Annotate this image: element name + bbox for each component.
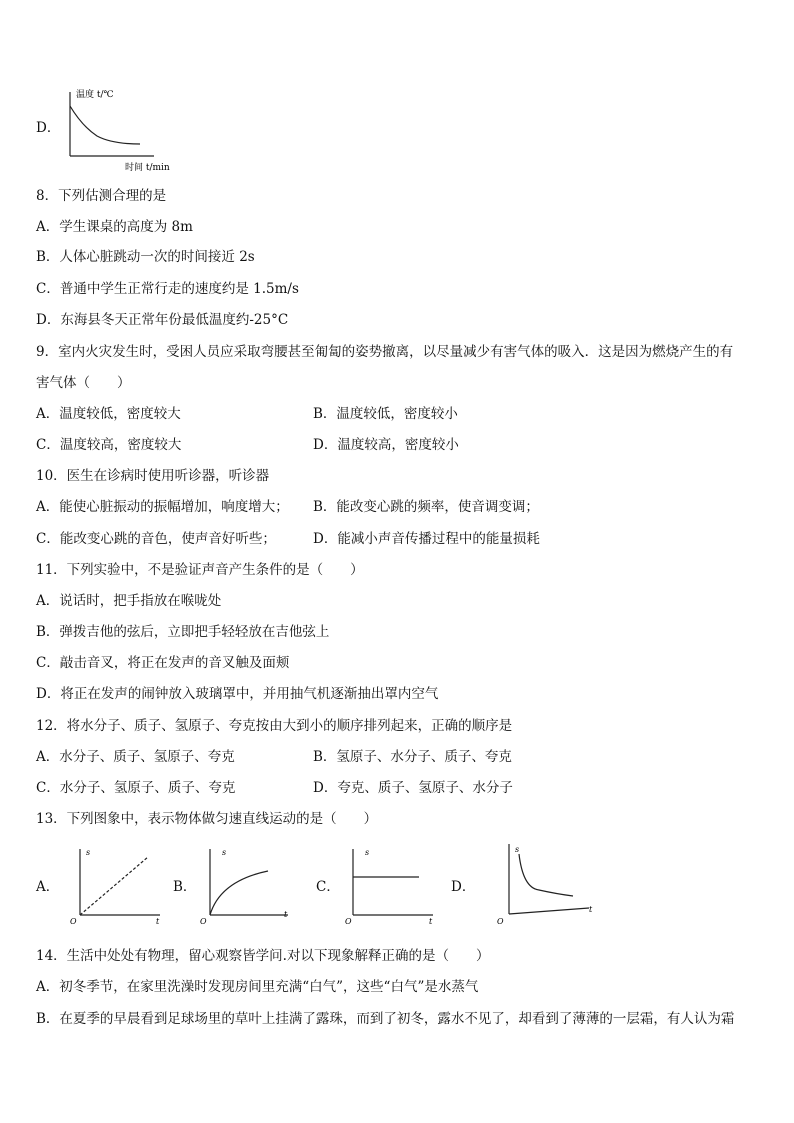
q13-b-axis-t: t	[284, 910, 288, 919]
q13-c-axis-s: s	[365, 848, 370, 857]
q9-option-d: D．温度较高，密度较小	[313, 437, 459, 453]
q13-d-axis-s: s	[515, 845, 520, 854]
q13-c-origin: O	[345, 917, 352, 926]
q13-option-c-label: C．	[316, 879, 340, 895]
q11-option-a: A．说话时，把手指放在喉咙处	[36, 593, 222, 609]
q10-stem: 10．医生在诊病时使用听诊器，听诊器	[36, 468, 270, 484]
q12-option-a: A．水分子、质子、氢原子、夸克	[36, 749, 235, 765]
q13-graph-d	[497, 840, 607, 930]
q9-stem-line2: 害气体（ ）	[36, 375, 131, 391]
q7-graph-xlabel: 时间 t/min	[125, 163, 170, 173]
q13-d-origin: O	[497, 917, 504, 926]
q12-stem: 12．将水分子、质子、氢原子、夸克按由大到小的顺序排列起来，正确的顺序是	[36, 718, 513, 734]
q13-graph-a	[68, 845, 168, 925]
q7-option-d-label: D．	[36, 120, 61, 136]
q9-option-a: A．温度较低，密度较大	[36, 406, 181, 422]
q13-graph-c	[341, 845, 441, 925]
q11-option-b: B．弹拨吉他的弦后，立即把手轻轻放在吉他弦上	[36, 624, 330, 640]
q11-option-c: C．敲击音叉，将正在发声的音叉触及面颊	[36, 655, 290, 671]
q14-option-b: B．在夏季的早晨看到足球场里的草叶上挂满了露珠，而到了初冬，露水不见了，却看到了薄薄的一层霜，有人认为霜	[36, 1011, 735, 1027]
q13-graph-b	[198, 845, 298, 925]
q9-stem-line1: 9．室内火灾发生时，受困人员应采取弯腰甚至匍匐的姿势撤离，以尽量减少有害气体的吸入．这是因为燃烧产生的有	[36, 344, 734, 360]
q13-option-d-label: D．	[451, 879, 476, 895]
q13-d-axis-t: t	[589, 905, 593, 914]
q13-b-origin: O	[200, 917, 207, 926]
q7-graph-ylabel: 温度 t/℃	[76, 90, 114, 100]
q11-option-d: D．将正在发声的闹钟放入玻璃罩中，并用抽气机逐渐抽出罩内空气	[36, 686, 439, 702]
q13-b-axis-s: s	[222, 848, 227, 857]
q10-option-b: B．能改变心跳的频率，使音调变调；	[313, 499, 539, 515]
q13-a-origin: O	[70, 917, 77, 926]
q8-option-d: D．东海县冬天正常年份最低温度约-25°C	[36, 312, 289, 328]
q13-option-a-label: A．	[36, 879, 60, 895]
q8-option-c: C．普通中学生正常行走的速度约是 1.5m/s	[36, 281, 299, 297]
q8-option-b: B．人体心脏跳动一次的时间接近 2s	[36, 249, 255, 265]
q13-option-b-label: B．	[173, 879, 197, 895]
q9-option-b: B．温度较低，密度较小	[313, 406, 458, 422]
q13-stem: 13．下列图象中，表示物体做匀速直线运动的是（ ）	[36, 811, 378, 827]
q10-option-d: D．能减小声音传播过程中的能量损耗	[313, 531, 540, 547]
q7-temperature-time-graph	[62, 86, 192, 176]
q11-stem: 11．下列实验中，不是验证声音产生条件的是（ ）	[36, 562, 364, 578]
q13-c-axis-t: t	[429, 917, 433, 926]
q12-option-c: C．水分子、氢原子、质子、夸克	[36, 780, 236, 796]
q9-option-c: C．温度较高，密度较大	[36, 437, 182, 453]
q12-option-d: D．夸克、质子、氢原子、水分子	[313, 780, 513, 796]
q14-option-a: A．初冬季节，在家里洗澡时发现房间里充满“白气”，这些“白气”是水蒸气	[36, 979, 479, 995]
q13-a-axis-s: s	[86, 848, 91, 857]
q13-a-axis-t: t	[156, 917, 160, 926]
q10-option-a: A．能使心脏振动的振幅增加，响度增大；	[36, 499, 289, 515]
q12-option-b: B．氢原子、水分子、质子、夸克	[313, 749, 512, 765]
q10-option-c: C．能改变心跳的音色，使声音好听些；	[36, 531, 276, 547]
q14-stem: 14．生活中处处有物理，留心观察皆学问.对以下现象解释正确的是（ ）	[36, 948, 490, 964]
q8-stem: 8．下列估测合理的是	[36, 188, 167, 204]
q8-option-a: A．学生课桌的高度为 8m	[36, 219, 193, 235]
